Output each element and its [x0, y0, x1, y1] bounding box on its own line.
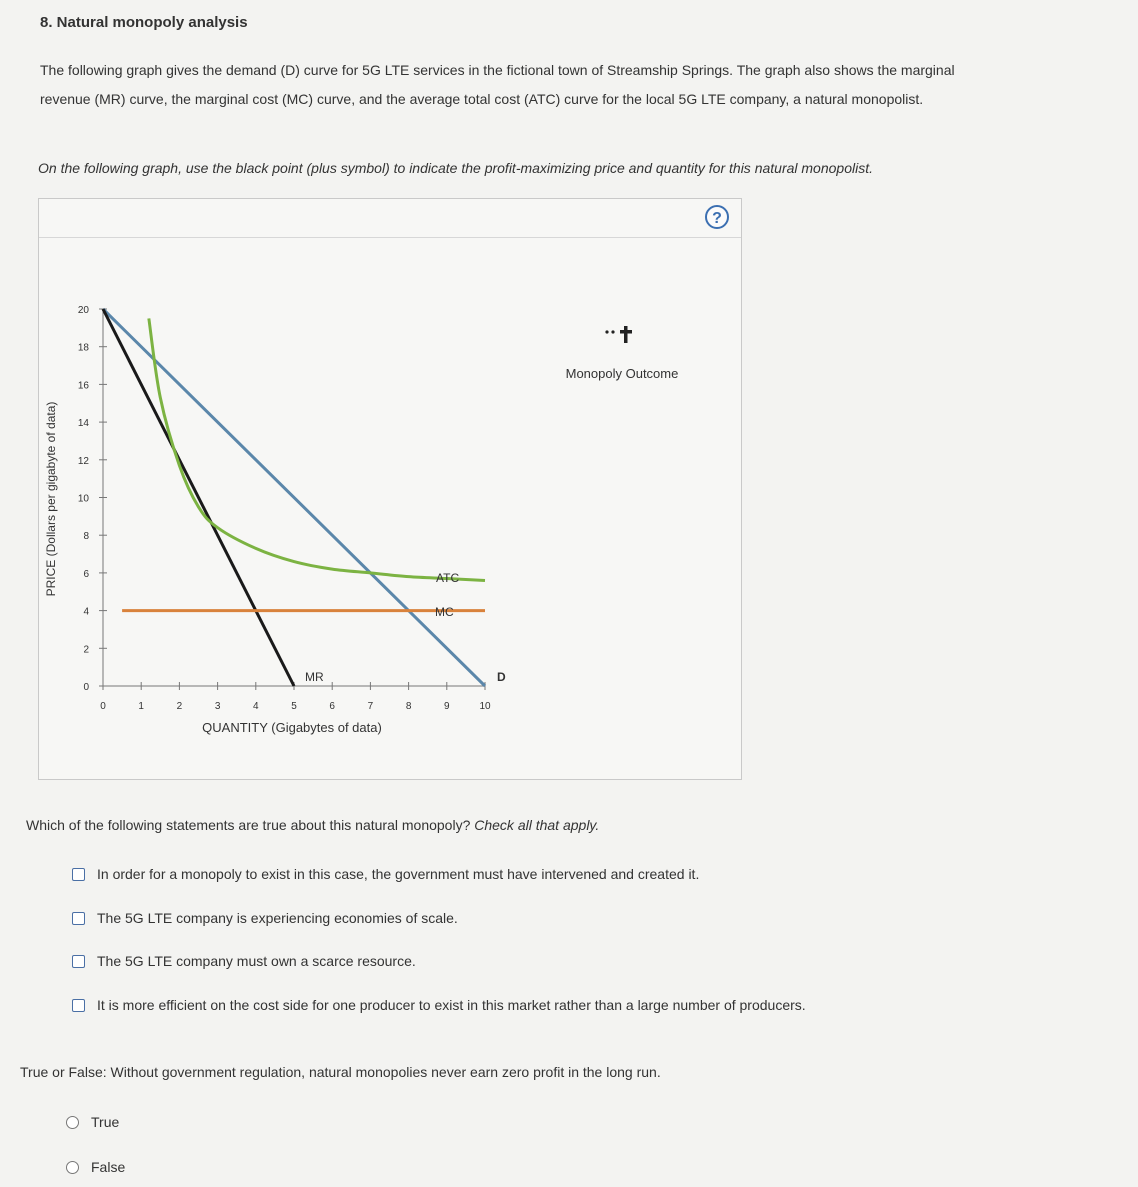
y-tick-label: 0 [83, 682, 89, 693]
y-tick-label: 18 [77, 342, 89, 354]
y-tick-label: 12 [77, 455, 89, 467]
y-tick-label: 4 [83, 606, 89, 618]
y-tick-label: 14 [77, 418, 89, 430]
tf-option-false[interactable] [66, 1159, 125, 1175]
x-tick-label: 6 [329, 701, 335, 712]
x-tick-label: 10 [479, 701, 491, 712]
intro-line-2: revenue (MR) curve, the marginal cost (MC) curve, and the average total cost (ATC) curve for the local 5G LTE company, a natural monopolist. [40, 91, 924, 107]
help-button[interactable]: ? [705, 205, 729, 229]
checkbox[interactable] [72, 999, 85, 1012]
checkbox[interactable] [72, 912, 85, 925]
checkbox[interactable] [72, 955, 85, 968]
intro-line-1: The following graph gives the demand (D) curve for 5G LTE services in the fictional town of Streamship Springs. The graph also shows the marginal [40, 62, 955, 78]
mc-option[interactable] [72, 953, 416, 969]
atc-curve-label: ATC [436, 571, 460, 585]
tf-option-true[interactable] [66, 1114, 119, 1130]
chart [39, 199, 741, 779]
tf-option-label: True [91, 1114, 120, 1130]
demand-curve-label: D [497, 670, 506, 684]
x-tick-label: 9 [444, 701, 450, 712]
x-tick-label: 2 [176, 701, 183, 712]
mc-option[interactable] [72, 910, 458, 926]
y-tick-label: 20 [77, 305, 89, 316]
y-tick-label: 2 [83, 644, 89, 656]
mc-option-label: The 5G LTE company must own a scarce resource. [97, 953, 416, 969]
tf-question-prompt: True or False: Without government regulation, natural monopolies never earn zero profit in the long run. [20, 1064, 661, 1080]
atc-curve [149, 318, 485, 580]
tool-dot [605, 330, 608, 333]
plus-icon[interactable] [620, 326, 632, 343]
x-tick-label: 4 [253, 701, 259, 712]
mr-curve [103, 309, 294, 686]
x-axis-label: QUANTITY (Gigabytes of data) [202, 720, 382, 735]
x-tick-label: 1 [138, 701, 144, 712]
mc-option[interactable] [72, 997, 806, 1013]
tool-dot [611, 330, 614, 333]
y-tick-label: 10 [77, 493, 89, 505]
y-tick-label: 6 [83, 568, 89, 580]
graph-instruction: On the following graph, use the black point (plus symbol) to indicate the profit-maximizing price and quantity for this natural monopolist. [38, 160, 873, 176]
mc-prompt-text: Which of the following statements are true about this natural monopoly? [26, 817, 471, 833]
graph-panel [38, 198, 742, 780]
demand-curve [103, 309, 485, 686]
mc-option-label: It is more efficient on the cost side for one producer to exist in this market rather than a large number of producers. [97, 997, 806, 1013]
question-title: 8. Natural monopoly analysis [40, 14, 248, 31]
x-tick-label: 0 [100, 701, 106, 712]
y-tick-label: 8 [83, 531, 89, 543]
mr-curve-label: MR [305, 670, 324, 684]
mc-question-prompt [26, 817, 599, 833]
tool-label: Monopoly Outcome [565, 366, 679, 381]
mc-option-label: The 5G LTE company is experiencing economies of scale. [97, 910, 458, 926]
mc-curve-label: MC [435, 605, 454, 619]
x-tick-label: 8 [405, 701, 412, 712]
checkbox[interactable] [72, 868, 85, 881]
x-tick-label: 5 [291, 701, 297, 712]
mc-hint-text: Check all that apply. [474, 817, 600, 833]
y-axis-label: PRICE (Dollars per gigabyte of data) [44, 401, 58, 597]
mc-option-label: In order for a monopoly to exist in this case, the government must have intervened and created it. [97, 866, 700, 882]
radio-button[interactable] [66, 1161, 79, 1174]
mc-option[interactable] [72, 866, 699, 882]
y-tick-label: 16 [77, 380, 89, 392]
monopoly-outcome-tool[interactable] [566, 326, 679, 381]
radio-button[interactable] [66, 1116, 79, 1129]
x-tick-label: 7 [367, 701, 374, 712]
x-tick-label: 3 [214, 701, 221, 712]
tf-option-label: False [91, 1159, 126, 1175]
